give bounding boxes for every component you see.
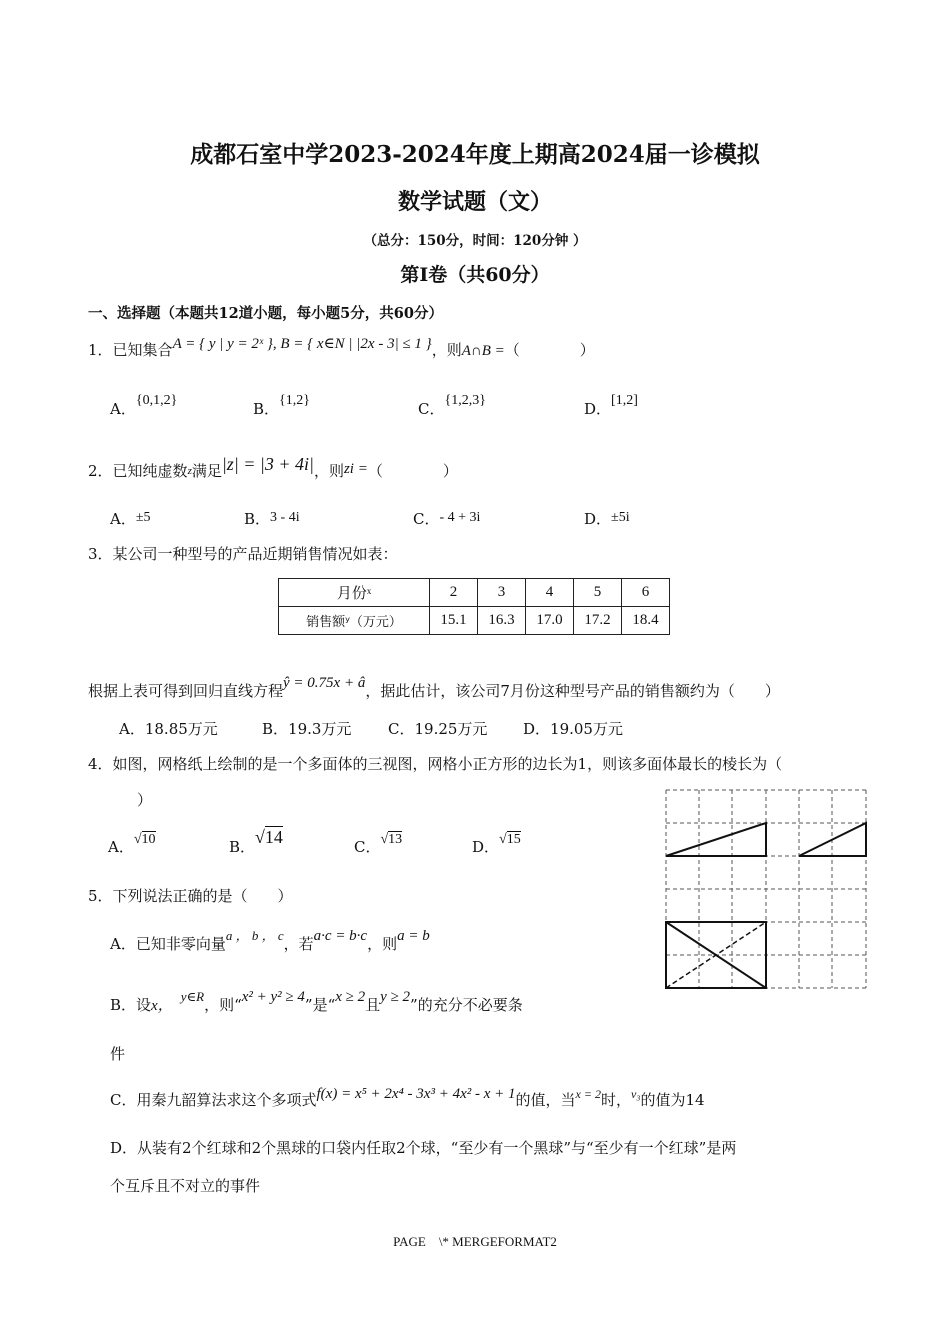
q3-option-b[interactable]: B．19.3万元 [262,720,352,738]
table-row [279,579,670,607]
q2-option-d[interactable]: D．±5i [584,510,630,528]
q4-option-a[interactable]: A．√10 [108,832,156,856]
section-heading: 一、选择题（本题共12道小题，每小题5分，共60分） [88,305,443,322]
q1-set-a: A = { y | y = 2ˣ } [172,336,273,352]
table-header-sales: 销售额ʸ（万元） [279,607,430,635]
table-header-month: 月份ˣ [279,579,430,607]
q1-number: 1． [88,341,113,359]
q5-option-c[interactable]: C．用秦九韶算法求这个多项式f(x) = x⁵ + 2x⁴ - 3x³ + 4x² - x + 1的值，当$^{x = 2}$时，$^{v_3}$的值为14 [110,1086,705,1109]
q1-stem [88,336,595,360]
q2-option-b[interactable]: B．3 - 4i [244,510,300,528]
q2-condition: |z| = |3 + 4i| [221,454,314,474]
q1-tail: ，则 [431,341,462,359]
q1-option-a[interactable]: A．{0,1,2} [110,393,178,418]
table-cell: 2 [430,579,478,607]
q2-z: z [187,465,192,477]
sales-table [278,578,670,635]
q3-option-c[interactable]: C．19.25万元 [388,720,488,738]
table-cell: 15.1 [430,607,478,635]
q4-stem: 4．如图，网格纸上绘制的是一个多面体的三视图，网格小正方形的边长为1，则该多面体最长的棱长为（ [88,755,783,773]
q4-stem-end: ） [137,791,153,809]
q4-option-b[interactable]: B．√14 [229,827,283,856]
q1-paren: （ ） [504,341,595,359]
q4-option-c[interactable]: C．√13 [354,832,403,856]
q2-stem: 2．已知纯虚数z满足|z| = |3 + 4i|，则zi =（ ） [88,454,458,480]
table-cell: 5 [574,579,622,607]
q3-option-a[interactable]: A．18.85万元 [119,720,218,738]
q4-option-d[interactable]: D．√15 [472,832,521,856]
sales-table-wrap [278,578,670,635]
table-cell: 3 [478,579,526,607]
table-cell: 16.3 [478,607,526,635]
q5-option-b-cont: 件 [110,1045,126,1063]
table-cell: 17.0 [526,607,574,635]
q1-text: 已知集合 [112,341,173,359]
q5-stem: 5．下列说法正确的是（ ） [88,887,293,905]
table-row [279,607,670,635]
three-view-figure [665,789,868,992]
q2-option-a[interactable]: A．±5 [110,510,151,528]
exam-subtitle: 数学试题（文） [397,189,552,215]
q2-expr: zi = [343,461,368,477]
table-cell: 17.2 [574,607,622,635]
q5-option-d-cont: 个互斥且不对立的事件 [110,1177,261,1195]
page-footer: PAGE \* MERGEFORMAT2 [393,1234,557,1249]
exam-info: （总分：150分，时间：120分钟 ） [363,233,587,249]
part-heading: 第Ⅰ卷（共60分） [400,264,550,286]
q2-option-c[interactable]: C．- 4 + 3i [413,510,481,528]
table-cell: 4 [526,579,574,607]
regression-equation: ŷ = 0.75x + â [283,675,366,691]
q5-option-b[interactable]: B．设x，y∈R，则“x² + y² ≥ 4”是“x ≥ 2且y ≥ 2”的充分不必要条 [110,989,523,1014]
q3-stem: 3．某公司一种型号的产品近期销售情况如表： [88,545,398,563]
exam-title: 成都石室中学2023-2024年度上期高2024届一诊模拟 [190,141,760,168]
q1-option-b[interactable]: B．{1,2} [253,393,310,418]
table-cell: 6 [622,579,670,607]
q3-option-d[interactable]: D．19.05万元 [523,720,623,738]
q5-option-a[interactable]: A．已知非零向量a ， b ， c，若a·c = b·c，则a = b [110,928,430,953]
q1-option-c[interactable]: C．{1,2,3} [418,393,486,418]
q1-option-d[interactable]: D．[1,2] [584,393,638,418]
q1-expr: A∩B = [461,343,505,359]
q3-line2: 根据上表可得到回归直线方程ŷ = 0.75x + â，据此估计，该公司7月份这种型号产品的销售额约为（ ） [88,675,780,700]
q1-set-b: , B = { x∈N | |2x - 3| ≤ 1 } [272,336,432,352]
front-view-triangle [666,823,766,856]
q5-option-d[interactable]: D．从装有2个红球和2个黑球的口袋内任取2个球，“至少有一个黑球”与“至少有一个红球”是两 [110,1139,737,1157]
table-cell: 18.4 [622,607,670,635]
